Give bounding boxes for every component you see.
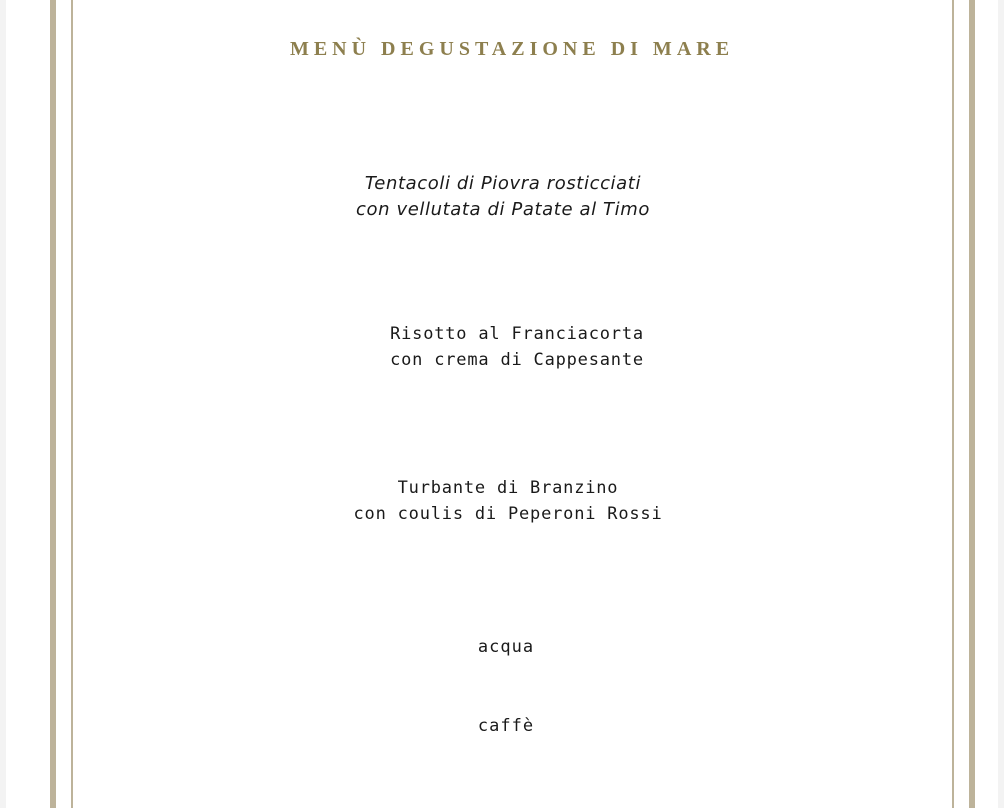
right-outer-border xyxy=(969,0,975,808)
course-line: Tentacoli di Piovra rosticciati xyxy=(364,173,642,194)
course-line: Risotto al Franciacorta xyxy=(390,324,644,344)
course-line: con coulis di Peperoni Rossi xyxy=(353,504,663,524)
course-line: con crema di Cappesante xyxy=(390,350,644,370)
drink-coffee: caffè xyxy=(477,716,535,736)
course-antipasto xyxy=(203,171,803,223)
right-inner-border xyxy=(952,0,954,808)
left-outer-border xyxy=(50,0,56,808)
course-line: Turbante di Branzino xyxy=(397,478,619,498)
left-inner-border xyxy=(71,0,73,808)
menu-title: MENÙ DEGUSTAZIONE DI MARE xyxy=(289,38,735,60)
course-primo xyxy=(217,321,817,373)
course-secondo xyxy=(208,475,808,527)
course-line: con vellutata di Patate al Timo xyxy=(356,199,650,220)
menu-page xyxy=(6,0,998,808)
drink-water: acqua xyxy=(477,637,535,657)
